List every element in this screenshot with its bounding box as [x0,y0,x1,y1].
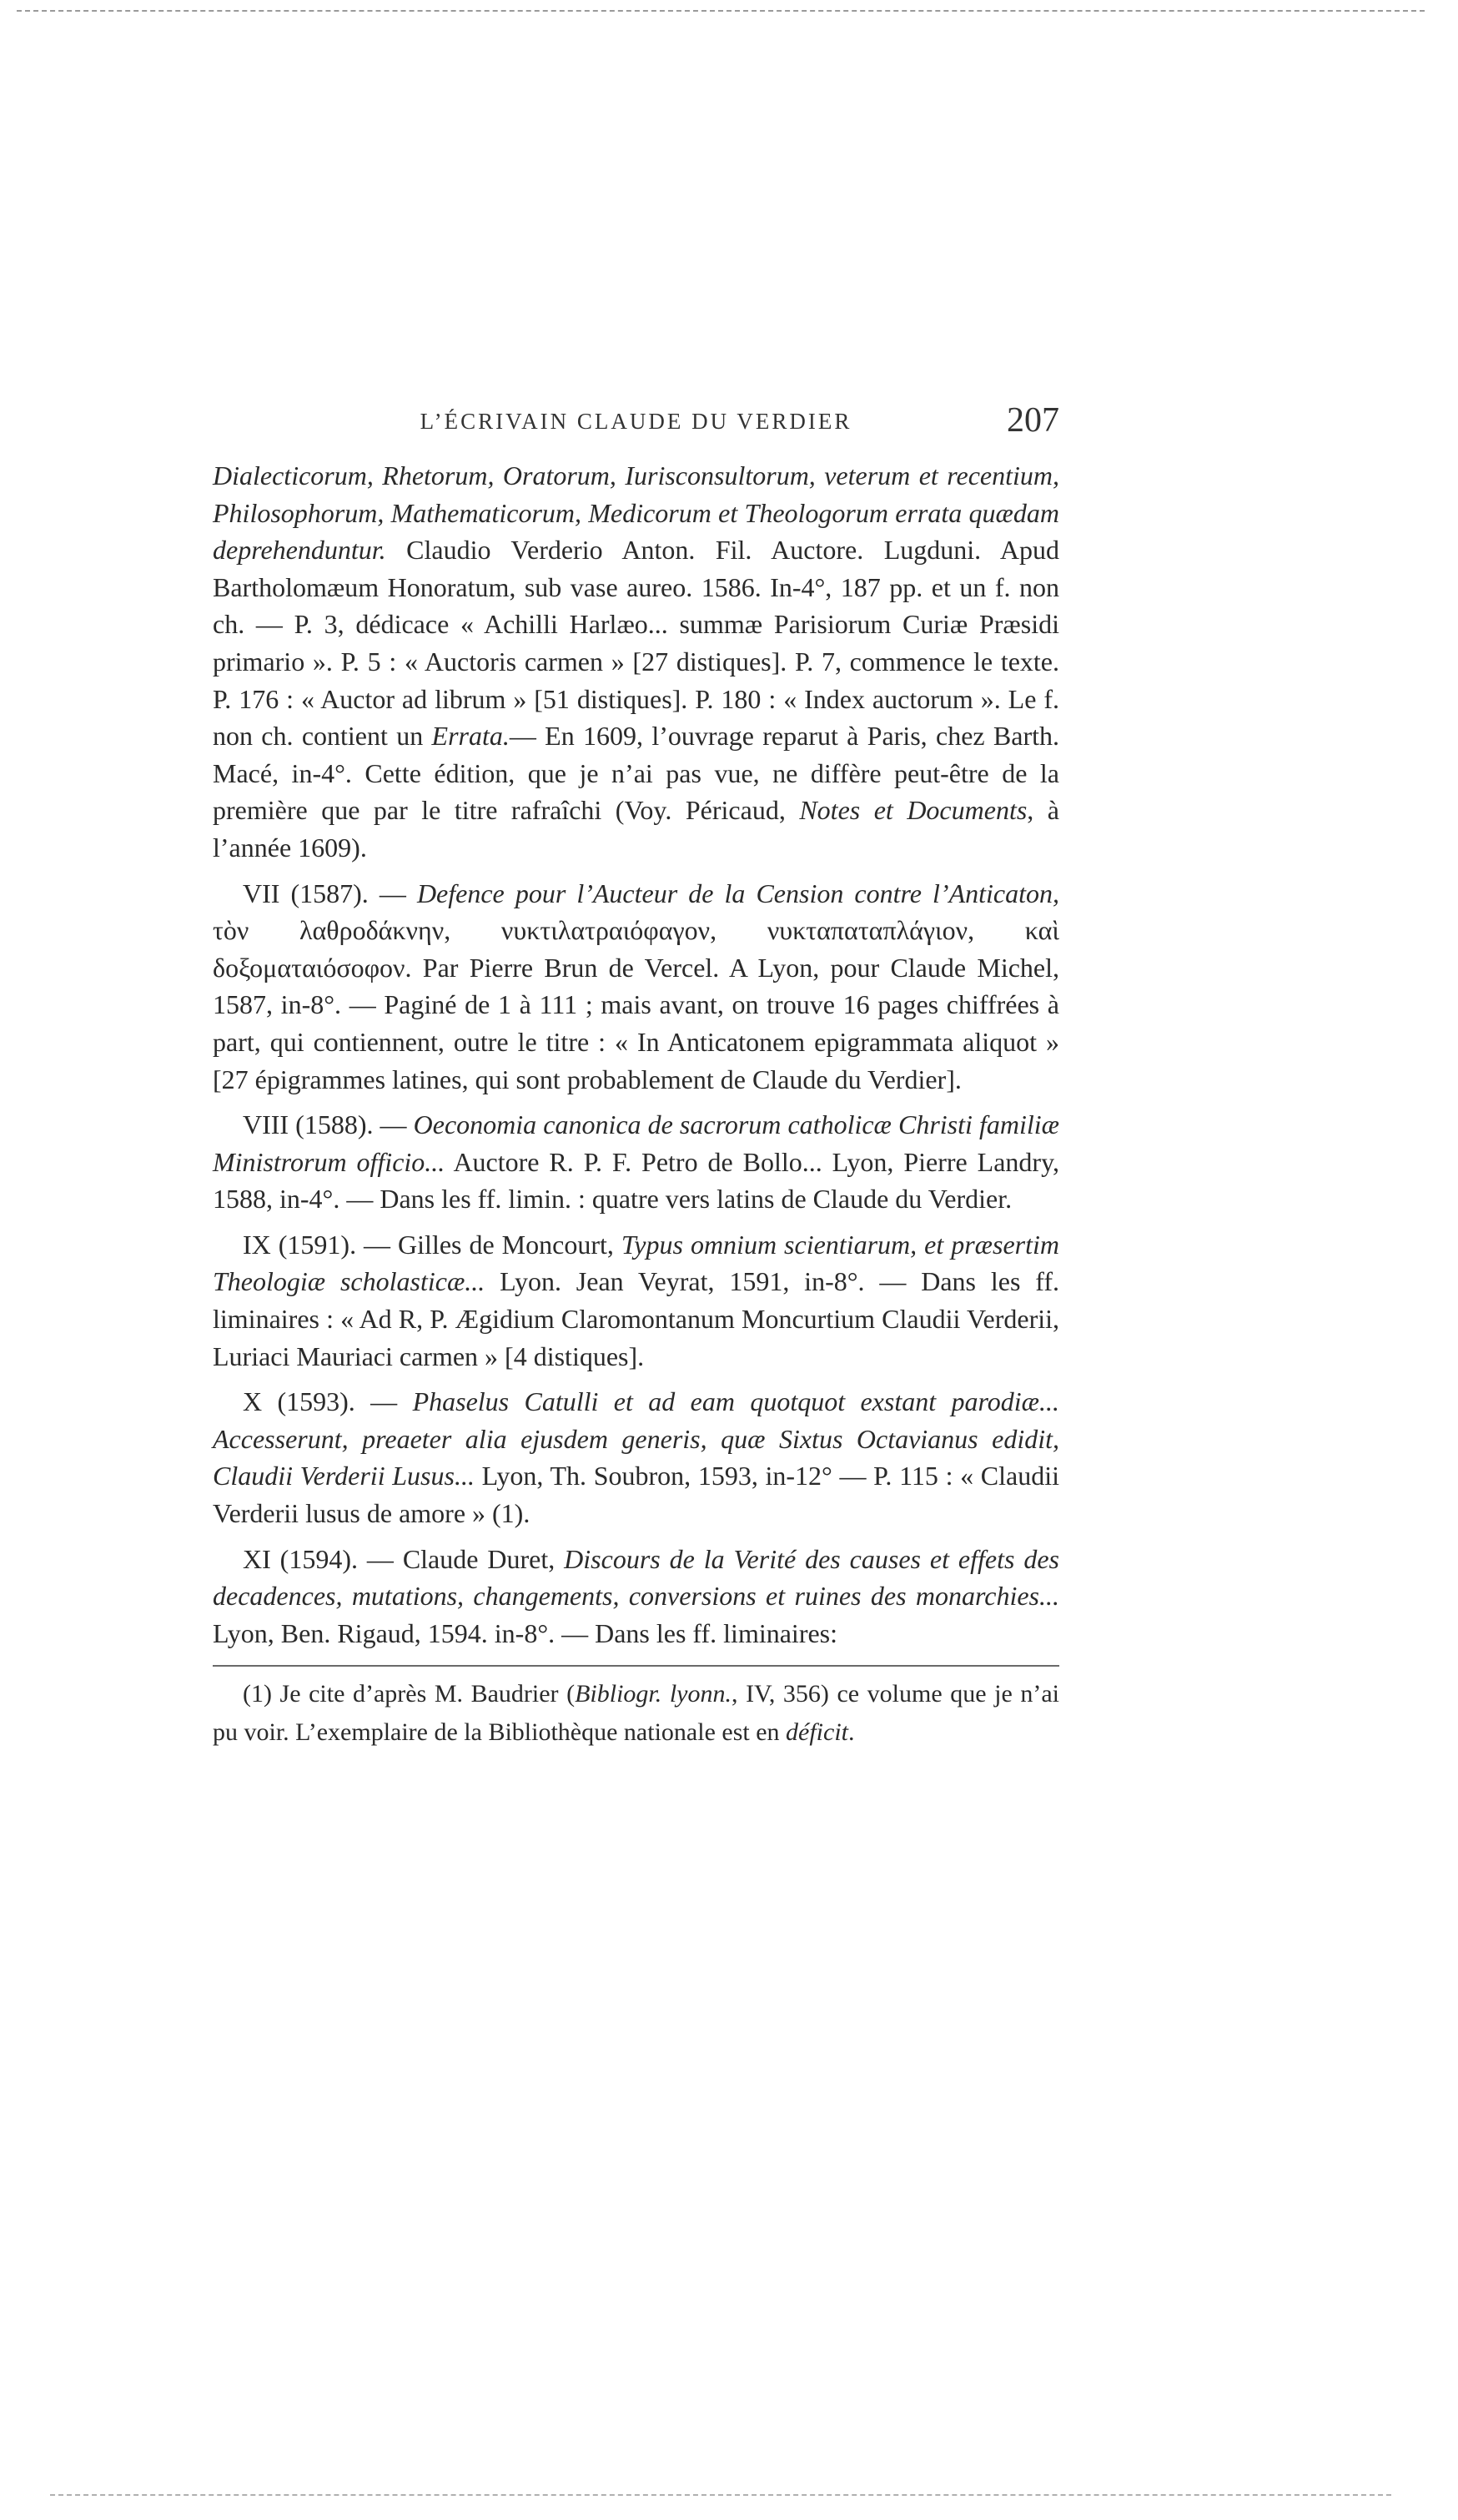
page-number: 207 [1007,401,1059,440]
italic-title: Phaselus Catulli et ad eam quotquot exstant parodiæ... Accesserunt, preaeter alia ejusdem generis, quæ Sixtus Octavianus edidit, Claudii Verderii Lusus... [213,1386,1060,1491]
running-title: L’ÉCRIVAIN CLAUDE DU VERDIER [420,409,852,434]
paragraph-text: , à l’année 1609). [213,795,1060,863]
bottom-scan-edge [50,2494,1391,2496]
italic-title: Typus omnium scientiarum, et præsertim Theologiæ scholasticæ... [213,1229,1060,1297]
italic-word: déficit [786,1718,849,1747]
footnote-separator [213,1665,1059,1667]
paragraph-text: Auctore R. P. F. Petro de Bollo... Lyon, Pierre Landry, 1588, in-4°. — Dans les ff. limin. : quatre vers latins de Claude du Verdier. [213,1146,1060,1215]
footnote-text: (1) Je cite d’après M. Baudrier ( [243,1680,576,1708]
top-scan-edge [17,10,1425,12]
paragraph-text: Lyon. Jean Veyrat, 1591, in-8°. — Dans les ff. liminaires : « Ad R, P. Ægidium Claromontanum Moncurtium Claudii Verderii, Luriaci Mauriaci carmen » [4 distiques]. [213,1266,1060,1371]
entry-viii [213,1106,1059,1218]
italic-title: Dialecticorum, Rhetorum, Oratorum, Iurisconsultorum, veterum et recentium, Philosophorum, Mathematicorum, Medicorum et Theologorum errata quædam deprehenduntur. [213,460,1059,566]
entry-lead: VIII (1588). — [243,1109,414,1140]
footnote-text: . [848,1718,855,1747]
paragraph-text: — En 1609, l’ouvrage reparut à Paris, chez Barth. Macé, in-4°. Cette édition, que je n’ai pas vue, ne diffère peut-être de la première que par le titre rafraîchi (Voy. Péricaud, [213,721,1059,826]
paragraph-text: Lyon, Ben. Rigaud, 1594. in-8°. — Dans les ff. liminaires: [213,1617,838,1648]
italic-title: Discours de la Verité des causes et effets des decadences, mutations, changements, conversions et ruines des monarchies... [213,1543,1060,1612]
italic-errata: Errata. [431,721,510,752]
paragraph-text: τὸν λαθροδάκνην, νυκτιλατραιόφαγον, νυκταπαταπλάγιον, καὶ δοξοματαιόσοφον. Par Pierre Brun de Vercel. A Lyon, pour Claude Michel, 1587, in-8°. — Paginé de 1 à 111 ; mais avant, on trouve 16 pages chiffrées à part, qui contiennent, outre le titre : « In Anticatonem epigrammata aliquot » [27 épigrammes latines, qui sont probablement de Claude du Verdier]. [213,915,1059,1094]
entry-vii [213,875,1059,1099]
paragraph-vi-continued [213,457,1059,867]
entry-ix [213,1226,1059,1375]
entry-lead: X (1593). — [243,1386,413,1417]
italic-reference: Notes et Documents [799,795,1028,826]
footnote [213,1675,1059,1752]
entry-xi [213,1541,1059,1652]
entry-lead: XI (1594). — Claude Duret, [243,1543,565,1574]
entry-lead: VII (1587). — [243,878,417,908]
italic-reference: Bibliogr. lyonn. [575,1680,732,1708]
page-header [213,400,1059,450]
paragraph-text: Lyon, Th. Soubron, 1593, in-12° — P. 115 : « Claudii Verderii lusus de amore » (1). [213,1461,1060,1529]
book-page [213,400,1059,1752]
paragraph-text: Claudio Verderio Anton. Fil. Auctore. Lugduni. Apud Bartholomæum Honoratum, sub vase aureo. 1586. In-4°, 187 pp. et un f. non ch. — P. 3, dédicace « Achilli Harlæo... summæ Parisiorum Curiæ Præsidi primario ». P. 5 : « Auctoris carmen » [27 distiques]. P. 7, commence le texte. P. 176 : « Auctor ad librum » [51 distiques]. P. 180 : « Index auctorum ». Le f. non ch. contient un [213,535,1059,752]
entry-lead: IX (1591). — Gilles de Moncourt, [243,1229,621,1260]
italic-title: Defence pour l’Aucteur de la Cension contre l’Anticaton, [416,878,1060,908]
entry-x [213,1383,1059,1532]
italic-title: Oeconomia canonica de sacrorum catholicæ Christi familiæ Ministrorum officio... [213,1109,1059,1177]
footnote-text: , IV, 356) ce volume que je n’ai pu voir. L’exemplaire de la Bibliothèque nationale est en [213,1680,1059,1747]
